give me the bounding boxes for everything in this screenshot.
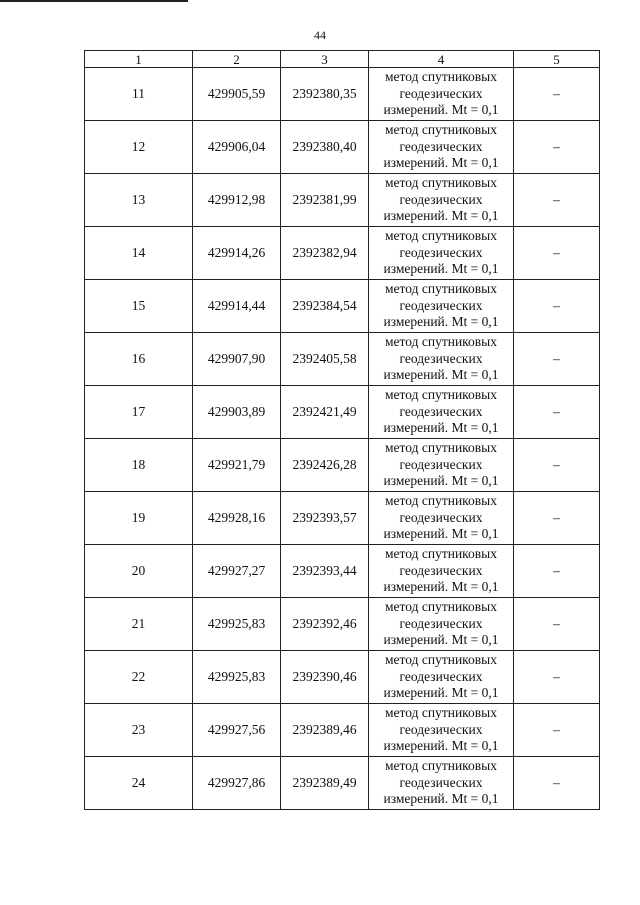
- method-cell: [369, 704, 514, 757]
- method-line: метод спутниковых: [385, 440, 497, 456]
- method-line: измерений. Mt = 0,1: [383, 685, 499, 701]
- method-line: измерений. Mt = 0,1: [383, 155, 499, 171]
- point-number-cell: 23: [85, 704, 193, 757]
- y-coordinate-cell: 2392392,46: [281, 598, 369, 651]
- x-coordinate-cell: 429905,59: [193, 68, 281, 121]
- point-number-cell: 14: [85, 227, 193, 280]
- y-coordinate-cell: 2392389,49: [281, 757, 369, 810]
- table-row: [85, 386, 600, 439]
- note-cell: –: [514, 651, 600, 704]
- table-row: [85, 121, 600, 174]
- method-line: метод спутниковых: [385, 758, 497, 774]
- note-cell: –: [514, 704, 600, 757]
- method-line: метод спутниковых: [385, 705, 497, 721]
- method-cell: [369, 492, 514, 545]
- method-cell: [369, 227, 514, 280]
- method-line: геодезических: [399, 244, 483, 260]
- header-col-3: 3: [281, 51, 369, 68]
- table-header-row: [85, 51, 600, 68]
- method-cell: [369, 651, 514, 704]
- method-line: измерений. Mt = 0,1: [383, 420, 499, 436]
- point-number-cell: 22: [85, 651, 193, 704]
- note-cell: –: [514, 121, 600, 174]
- note-cell: –: [514, 333, 600, 386]
- point-number-cell: 21: [85, 598, 193, 651]
- method-cell: [369, 545, 514, 598]
- method-line: геодезических: [399, 85, 483, 101]
- point-number-cell: 12: [85, 121, 193, 174]
- x-coordinate-cell: 429927,56: [193, 704, 281, 757]
- point-number-cell: 24: [85, 757, 193, 810]
- x-coordinate-cell: 429927,86: [193, 757, 281, 810]
- point-number-cell: 15: [85, 280, 193, 333]
- x-coordinate-cell: 429907,90: [193, 333, 281, 386]
- method-line: геодезических: [399, 403, 483, 419]
- method-line: метод спутниковых: [385, 546, 497, 562]
- method-line: измерений. Mt = 0,1: [383, 314, 499, 330]
- x-coordinate-cell: 429914,44: [193, 280, 281, 333]
- method-line: измерений. Mt = 0,1: [383, 102, 499, 118]
- method-line: геодезических: [399, 668, 483, 684]
- method-cell: [369, 386, 514, 439]
- note-cell: –: [514, 227, 600, 280]
- method-cell: [369, 121, 514, 174]
- y-coordinate-cell: 2392384,54: [281, 280, 369, 333]
- table-row: [85, 651, 600, 704]
- method-line: геодезических: [399, 297, 483, 313]
- method-cell: [369, 68, 514, 121]
- table-row: [85, 545, 600, 598]
- method-line: геодезических: [399, 721, 483, 737]
- table-row: [85, 227, 600, 280]
- method-line: геодезических: [399, 138, 483, 154]
- table-row: [85, 757, 600, 810]
- method-line: геодезических: [399, 350, 483, 366]
- method-line: измерений. Mt = 0,1: [383, 208, 499, 224]
- x-coordinate-cell: 429927,27: [193, 545, 281, 598]
- method-line: измерений. Mt = 0,1: [383, 367, 499, 383]
- method-line: измерений. Mt = 0,1: [383, 632, 499, 648]
- table-row: [85, 439, 600, 492]
- note-cell: –: [514, 598, 600, 651]
- y-coordinate-cell: 2392393,44: [281, 545, 369, 598]
- table-row: [85, 704, 600, 757]
- method-cell: [369, 439, 514, 492]
- x-coordinate-cell: 429928,16: [193, 492, 281, 545]
- top-rule: [0, 0, 188, 2]
- method-cell: [369, 174, 514, 227]
- point-number-cell: 20: [85, 545, 193, 598]
- x-coordinate-cell: 429921,79: [193, 439, 281, 492]
- method-line: геодезических: [399, 774, 483, 790]
- y-coordinate-cell: 2392380,40: [281, 121, 369, 174]
- note-cell: –: [514, 174, 600, 227]
- page-number: 44: [314, 28, 326, 42]
- method-cell: [369, 598, 514, 651]
- method-line: измерений. Mt = 0,1: [383, 579, 499, 595]
- method-line: геодезических: [399, 191, 483, 207]
- method-line: метод спутниковых: [385, 652, 497, 668]
- point-number-cell: 17: [85, 386, 193, 439]
- y-coordinate-cell: 2392390,46: [281, 651, 369, 704]
- method-line: измерений. Mt = 0,1: [383, 791, 499, 807]
- method-line: метод спутниковых: [385, 599, 497, 615]
- method-line: измерений. Mt = 0,1: [383, 526, 499, 542]
- header-col-5: 5: [514, 51, 600, 68]
- note-cell: –: [514, 492, 600, 545]
- method-cell: [369, 333, 514, 386]
- note-cell: –: [514, 386, 600, 439]
- point-number-cell: 13: [85, 174, 193, 227]
- y-coordinate-cell: 2392381,99: [281, 174, 369, 227]
- note-cell: –: [514, 545, 600, 598]
- method-line: геодезических: [399, 562, 483, 578]
- table-row: [85, 174, 600, 227]
- header-col-1: 1: [85, 51, 193, 68]
- x-coordinate-cell: 429925,83: [193, 651, 281, 704]
- x-coordinate-cell: 429906,04: [193, 121, 281, 174]
- method-line: геодезических: [399, 456, 483, 472]
- x-coordinate-cell: 429914,26: [193, 227, 281, 280]
- method-line: метод спутниковых: [385, 334, 497, 350]
- method-line: геодезических: [399, 615, 483, 631]
- y-coordinate-cell: 2392380,35: [281, 68, 369, 121]
- note-cell: –: [514, 757, 600, 810]
- table-row: [85, 598, 600, 651]
- table-row: [85, 68, 600, 121]
- x-coordinate-cell: 429903,89: [193, 386, 281, 439]
- method-line: измерений. Mt = 0,1: [383, 261, 499, 277]
- method-line: геодезических: [399, 509, 483, 525]
- method-line: метод спутниковых: [385, 175, 497, 191]
- method-cell: [369, 280, 514, 333]
- table-row: [85, 333, 600, 386]
- x-coordinate-cell: 429912,98: [193, 174, 281, 227]
- y-coordinate-cell: 2392382,94: [281, 227, 369, 280]
- note-cell: –: [514, 280, 600, 333]
- y-coordinate-cell: 2392393,57: [281, 492, 369, 545]
- y-coordinate-cell: 2392405,58: [281, 333, 369, 386]
- y-coordinate-cell: 2392421,49: [281, 386, 369, 439]
- method-cell: [369, 757, 514, 810]
- method-line: метод спутниковых: [385, 387, 497, 403]
- method-line: измерений. Mt = 0,1: [383, 738, 499, 754]
- y-coordinate-cell: 2392389,46: [281, 704, 369, 757]
- point-number-cell: 11: [85, 68, 193, 121]
- method-line: метод спутниковых: [385, 228, 497, 244]
- method-line: метод спутниковых: [385, 122, 497, 138]
- method-line: измерений. Mt = 0,1: [383, 473, 499, 489]
- table-row: [85, 492, 600, 545]
- point-number-cell: 16: [85, 333, 193, 386]
- note-cell: –: [514, 439, 600, 492]
- table-row: [85, 280, 600, 333]
- y-coordinate-cell: 2392426,28: [281, 439, 369, 492]
- method-line: метод спутниковых: [385, 493, 497, 509]
- point-number-cell: 18: [85, 439, 193, 492]
- header-col-2: 2: [193, 51, 281, 68]
- header-col-4: 4: [369, 51, 514, 68]
- method-line: метод спутниковых: [385, 281, 497, 297]
- point-number-cell: 19: [85, 492, 193, 545]
- table-body: [85, 68, 600, 810]
- x-coordinate-cell: 429925,83: [193, 598, 281, 651]
- coordinates-table: [84, 50, 600, 810]
- note-cell: –: [514, 68, 600, 121]
- method-line: метод спутниковых: [385, 69, 497, 85]
